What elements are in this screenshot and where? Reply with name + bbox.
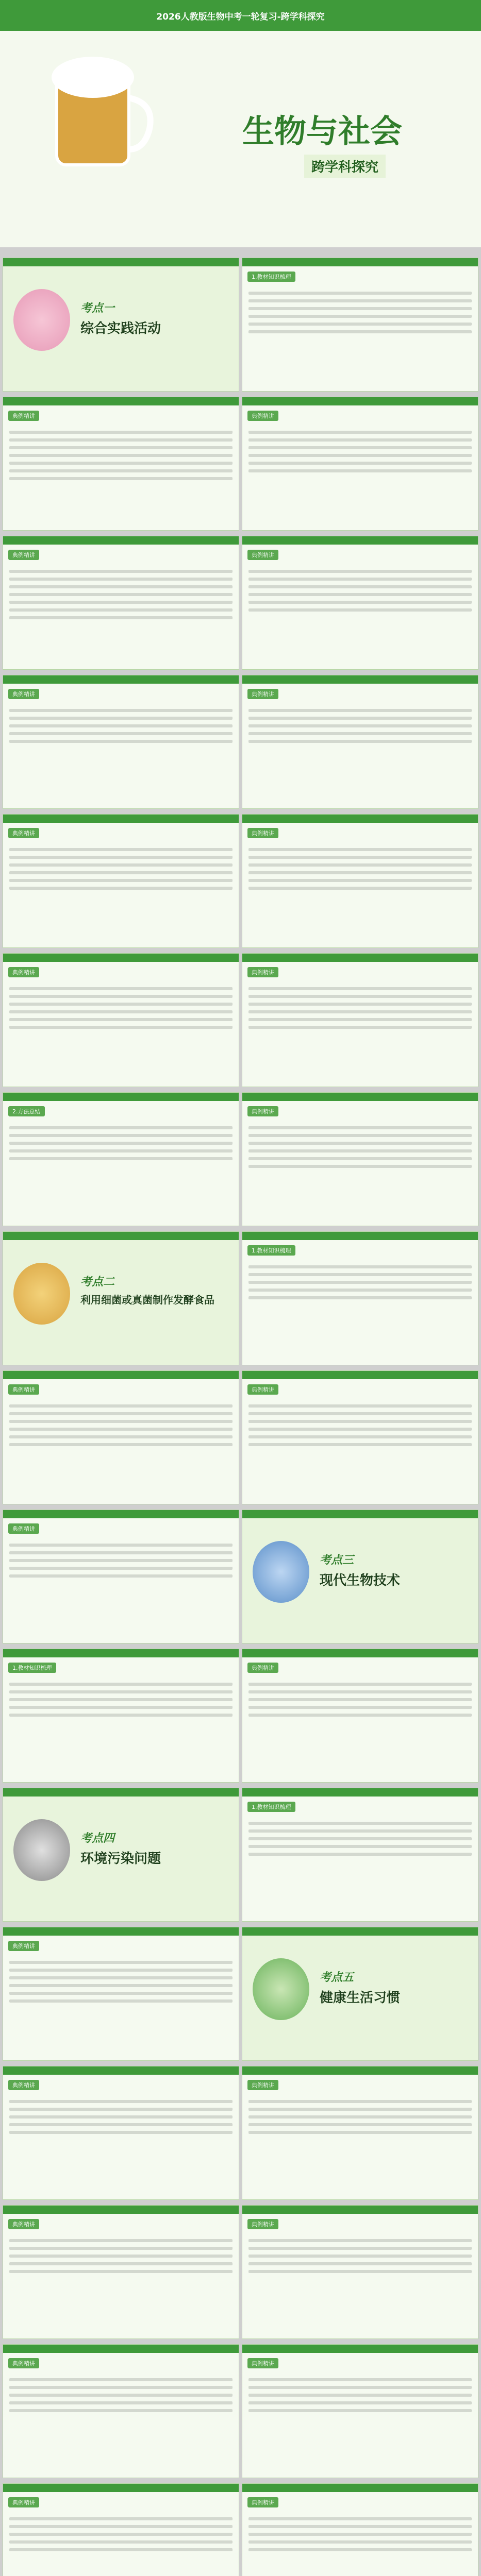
section-slide-5[interactable] [242,1927,478,2061]
section-slide-2[interactable] [3,1231,239,1365]
example-slide-8[interactable] [242,814,478,948]
slide-tag: 典例精讲 [8,411,39,421]
slide-header [242,815,478,823]
slide-tag: 典例精讲 [8,1941,39,1951]
text-lines [9,426,233,485]
example-slide-3[interactable] [3,536,239,670]
summary-slide-1[interactable] [3,1092,239,1226]
text-lines [248,1400,472,1451]
slide-tag: 典例精讲 [247,1106,278,1116]
text-lines [248,2374,472,2417]
slide-tag: 典例精讲 [8,689,39,699]
slide-tag: 典例精讲 [247,1663,278,1673]
slide-tag: 典例精讲 [8,2219,39,2229]
section-slide-3[interactable] [242,1510,478,1643]
knowledge-slide-1[interactable] [242,258,478,392]
cover-subtitle: 跨学科探究 [304,155,386,178]
slide-tag: 典例精讲 [8,1384,39,1395]
example-slide-7[interactable] [3,814,239,948]
example-slide-6[interactable] [242,675,478,809]
slide-header [3,2206,239,2214]
section-number: 考点一 [80,302,115,315]
slide-tag: 典例精讲 [8,550,39,560]
slide-header [242,1093,478,1101]
slide-tag: 典例精讲 [247,967,278,977]
slide-header [242,1510,478,1518]
slide-tag: 典例精讲 [247,550,278,560]
slide-header [242,1232,478,1240]
beer-mug-icon [36,41,165,175]
slide-header [242,1927,478,1936]
slide-tag: 典例精讲 [8,2080,39,2090]
example-slide-2[interactable] [242,397,478,531]
slide-tag: 典例精讲 [247,2219,278,2229]
slide-header [3,1510,239,1518]
example-slide-21[interactable] [3,2344,239,2478]
slide-header [3,1232,239,1240]
example-slide-19[interactable] [3,2205,239,2339]
cover-slide [0,0,481,247]
slide-header [3,2345,239,2353]
text-lines [9,1539,233,1582]
slide-tag: 1.教材知识梳理 [247,272,295,282]
cover-title: 生物与社会 [242,112,403,150]
slide-tag: 1.教材知识梳理 [247,1245,295,1256]
example-slide-15[interactable] [242,1649,478,1783]
slide-header [242,397,478,405]
text-lines [9,1122,233,1165]
section-title: 健康生活习惯 [320,1990,401,2006]
text-lines [9,982,233,1033]
section-title: 综合实践活动 [80,321,161,336]
slide-header [3,1371,239,1379]
dna-icon [253,1541,309,1603]
text-lines [248,704,472,748]
slide-header [242,2066,478,2075]
factory-icon [13,1819,70,1881]
example-slide-22[interactable] [242,2344,478,2478]
section-number: 考点三 [320,1554,354,1567]
slide-tag: 1.教材知识梳理 [247,1802,295,1812]
slide-header [3,2484,239,2492]
knowledge-slide-4[interactable] [242,1788,478,1922]
slide-header [3,536,239,545]
slide-header [3,397,239,405]
slide-header [242,2484,478,2492]
slide-header [3,258,239,266]
section-title: 环境污染问题 [80,1851,161,1867]
text-lines [248,843,472,894]
section-title: 现代生物技术 [320,1573,401,1588]
example-slide-18[interactable] [242,2066,478,2200]
example-slide-17[interactable] [3,2066,239,2200]
text-lines [9,1678,233,1721]
section-slide-4[interactable] [3,1788,239,1922]
section-slide-1[interactable] [3,258,239,392]
slide-header [3,1927,239,1936]
text-lines [248,2095,472,2139]
runner-icon [253,1958,309,2020]
example-slide-10[interactable] [242,953,478,1087]
text-lines [248,2234,472,2278]
example-slide-12[interactable] [3,1370,239,1504]
knowledge-slide-2[interactable] [242,1231,478,1365]
slide-tag: 2.方法总结 [8,1106,45,1116]
text-lines [9,2513,233,2556]
text-lines [248,1678,472,1721]
text-lines [248,565,472,616]
text-lines [248,1261,472,1304]
section-number: 考点四 [80,1832,115,1845]
section-title: 利用细菌或真菌制作发酵食品 [80,1294,214,1306]
text-lines [248,2513,472,2556]
slide-header [242,258,478,266]
slide-header [242,675,478,684]
slide-header [3,675,239,684]
slide-header [3,815,239,823]
slide-tag: 典例精讲 [8,2497,39,2507]
section-number: 考点二 [80,1276,115,1289]
slide-tag: 典例精讲 [8,967,39,977]
text-lines [9,2095,233,2139]
example-slide-1[interactable] [3,397,239,531]
slide-header [3,1788,239,1797]
slide-tag: 典例精讲 [247,2080,278,2090]
text-lines [248,426,472,477]
slide-tag: 1.教材知识梳理 [8,1663,56,1673]
slide-tag: 典例精讲 [247,2497,278,2507]
slide-tag: 典例精讲 [8,2358,39,2368]
slide-tag: 典例精讲 [8,1523,39,1534]
slide-tag: 典例精讲 [247,689,278,699]
text-lines [9,2374,233,2417]
beer-icon [13,1263,70,1325]
text-lines [9,1400,233,1451]
slide-header [3,954,239,962]
slide-tag: 典例精讲 [247,828,278,838]
example-slide-14[interactable] [3,1510,239,1643]
slide-tag: 典例精讲 [247,2358,278,2368]
text-lines [248,287,472,338]
slide-header [242,2345,478,2353]
example-slide-11[interactable] [242,1092,478,1226]
text-lines [9,2234,233,2278]
text-lines [248,1122,472,1173]
slide-header [242,1649,478,1657]
knowledge-slide-3[interactable] [3,1649,239,1783]
slide-header [3,1649,239,1657]
slide-header [242,536,478,545]
text-lines [248,982,472,1033]
slide-tag: 典例精讲 [247,411,278,421]
section-number: 考点五 [320,1971,354,1984]
slide-tag: 典例精讲 [247,1384,278,1395]
example-slide-9[interactable] [3,953,239,1087]
example-slide-24[interactable] [242,2483,478,2576]
slide-header [242,954,478,962]
text-lines [9,843,233,894]
example-slide-20[interactable] [242,2205,478,2339]
example-slide-5[interactable] [3,675,239,809]
text-lines [9,565,233,624]
slide-header [242,1788,478,1797]
example-slide-13[interactable] [242,1370,478,1504]
slide-header [242,1371,478,1379]
slide-header [242,2206,478,2214]
example-slide-23[interactable] [3,2483,239,2576]
example-slide-4[interactable] [242,536,478,670]
slide-header [3,1093,239,1101]
cell-model-icon [13,289,70,351]
slide-tag: 典例精讲 [8,828,39,838]
text-lines [248,1817,472,1860]
cover-top-text: 2026人教版生物中考一轮复习-跨学科探究 [156,12,325,22]
example-slide-16[interactable] [3,1927,239,2061]
text-lines [9,1956,233,2007]
slide-header [3,2066,239,2075]
text-lines [9,704,233,748]
